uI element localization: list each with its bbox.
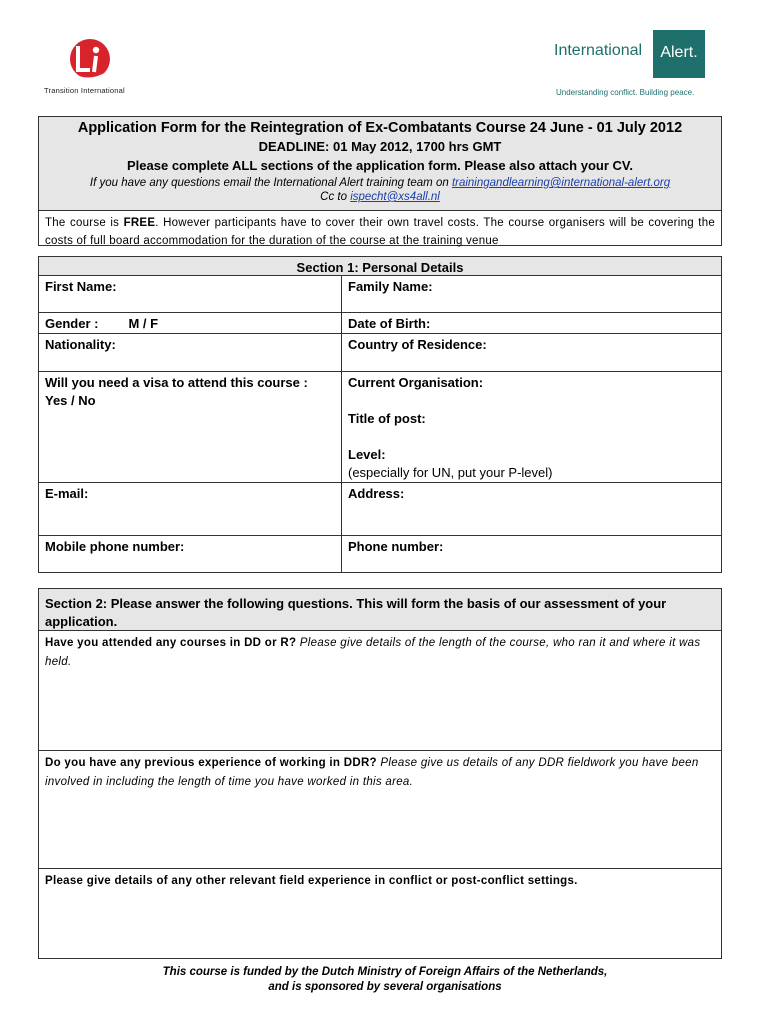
gender-field[interactable] [39, 313, 341, 333]
q2-italic: Please give us details of any DDR fieldwork you have been involved in including the length of time you have worked in this area. [45, 757, 699, 788]
note-free: FREE [123, 217, 156, 229]
address-label: Address: [348, 486, 405, 501]
question-field-experience[interactable] [39, 868, 721, 958]
section1-title: Section 1: Personal Details [39, 257, 721, 275]
q3-bold: Please give details of any other relevant field experience in conflict or post-conflict settings. [45, 875, 578, 887]
family-name-label: Family Name: [348, 279, 433, 294]
questions-line [39, 177, 721, 189]
q2-bold: Do you have any previous experience of working in DDR? [45, 757, 377, 769]
country-field[interactable] [341, 334, 721, 371]
mobile-label: Mobile phone number: [45, 539, 185, 554]
country-label: Country of Residence: [348, 337, 487, 352]
nationality-label: Nationality: [45, 337, 116, 352]
dob-field[interactable] [341, 313, 721, 333]
family-name-field[interactable] [341, 276, 721, 312]
email-field[interactable] [39, 483, 341, 535]
note-pre: The course is [45, 217, 124, 229]
phone-field[interactable] [341, 536, 721, 572]
section-assessment-questions [38, 588, 722, 959]
deadline: DEADLINE: 01 May 2012, 1700 hrs GMT [258, 139, 502, 154]
visa-question: Will you need a visa to attend this course : [45, 375, 308, 390]
question-ddr-experience[interactable] [39, 750, 721, 868]
visa-field[interactable] [39, 372, 341, 482]
instructions: Please complete ALL sections of the application form. Please also attach your CV. [127, 158, 633, 173]
email-label: E-mail: [45, 486, 89, 501]
phone-label: Phone number: [348, 539, 444, 554]
ti-emblem-icon [44, 38, 144, 83]
section2-title: Section 2: Please answer the following questions. This will form the basis of our assessment of your application. [39, 589, 721, 630]
footer-line2: and is sponsored by several organisations [268, 981, 502, 993]
section-personal-details [38, 256, 722, 573]
transition-international-logo [44, 38, 144, 96]
ia-name: International [554, 42, 643, 59]
international-alert-logo [554, 30, 714, 100]
ia-tagline: Understanding conflict. Building peace. [556, 88, 695, 97]
form-header [38, 116, 722, 246]
nationality-field[interactable] [39, 334, 341, 371]
gender-options: M / F [128, 316, 159, 331]
cc-email-link[interactable]: ispecht@xs4all.nl [350, 191, 440, 203]
level-label: Level: [348, 447, 386, 462]
first-name-label: First Name: [45, 279, 117, 294]
funding-footer [0, 965, 770, 995]
questions-text: If you have any questions email the International Alert training team on [89, 177, 452, 189]
organisation-label: Current Organisation: [348, 375, 484, 390]
mobile-field[interactable] [39, 536, 341, 572]
note-post: . However participants have to cover their own travel costs. The course organisers will be covering the costs of full board accommodation for the duration of the course at the training venue [45, 217, 715, 247]
address-field[interactable] [341, 483, 721, 535]
course-note [39, 211, 721, 250]
cc-line [39, 191, 721, 203]
form-title: Application Form for the Reintegration of Ex-Combatants Course 24 June - 01 July 2012 [77, 120, 683, 136]
first-name-field[interactable] [39, 276, 341, 312]
cc-text: Cc to [320, 191, 351, 203]
q1-bold: Have you attended any courses in DD or R? [45, 637, 297, 649]
organisation-field[interactable] [341, 372, 721, 482]
footer-line1: This course is funded by the Dutch Ministry of Foreign Affairs of the Netherlands, [162, 966, 608, 978]
level-note: (especially for UN, put your P-level) [348, 465, 553, 480]
q1-italic: Please give details of the length of the course, who ran it and where it was held. [45, 637, 701, 668]
gender-label: Gender : [45, 316, 99, 331]
training-email-link[interactable]: trainingandlearning@international-alert.org [451, 177, 671, 189]
visa-options: Yes / No [45, 393, 96, 408]
ia-box: Alert. [653, 30, 705, 78]
question-dd-r-courses[interactable] [39, 630, 721, 750]
post-title-label: Title of post: [348, 411, 426, 426]
dob-label: Date of Birth: [348, 316, 431, 331]
ti-caption: Transition International [44, 86, 125, 95]
